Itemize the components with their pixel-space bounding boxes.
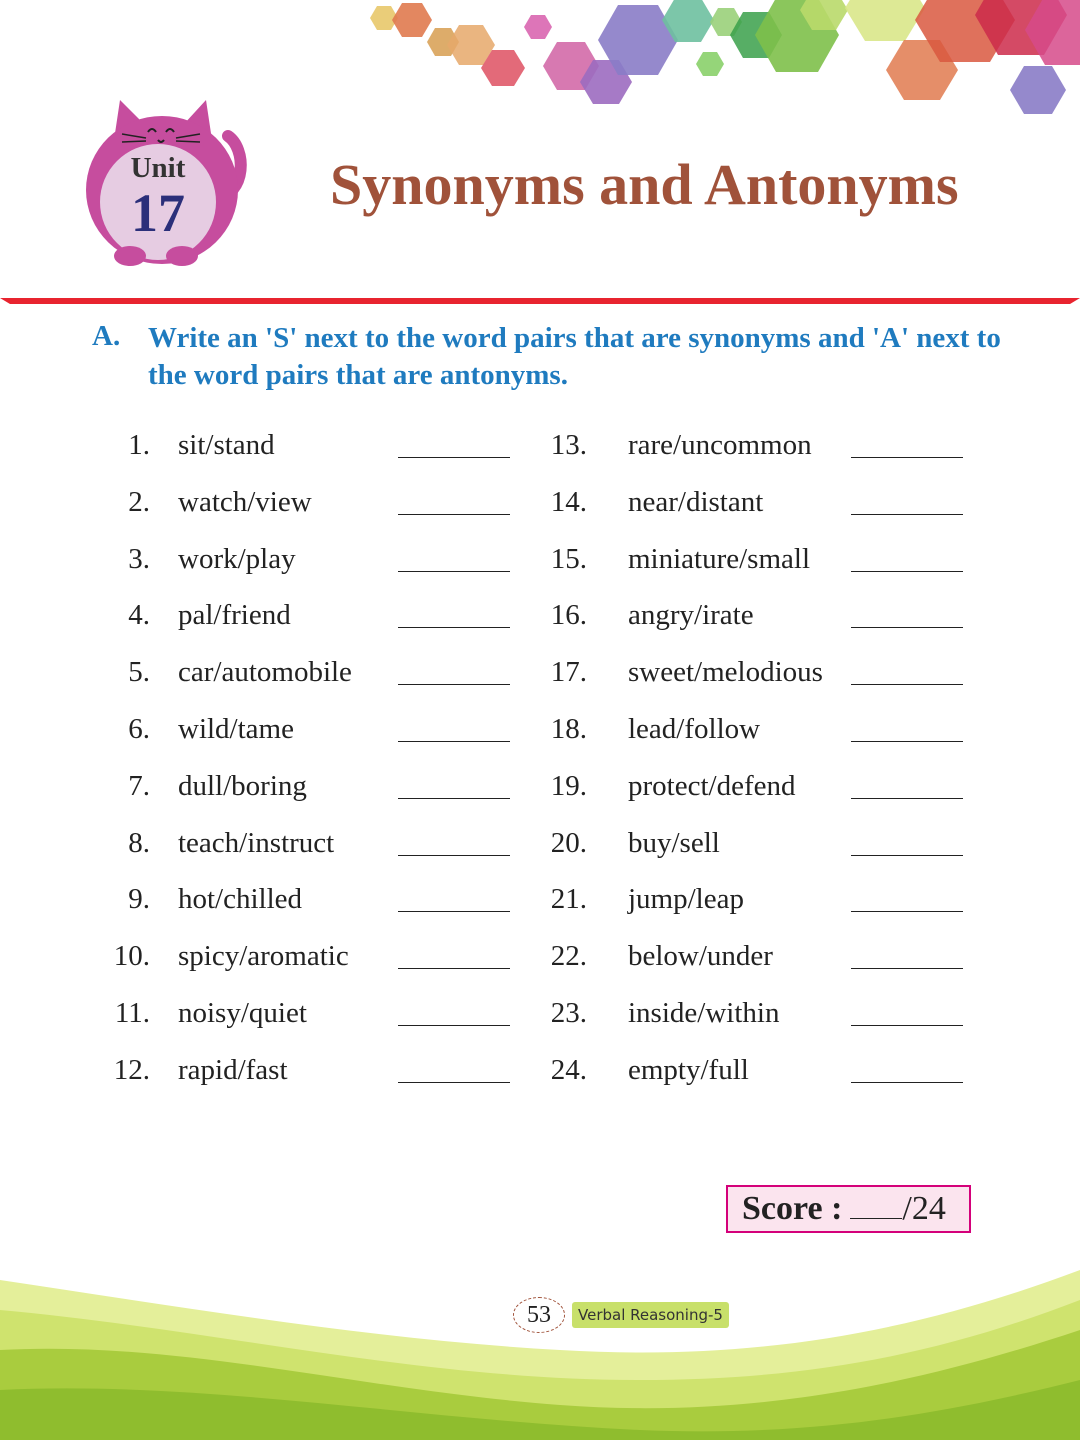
answer-blank[interactable] bbox=[398, 968, 510, 969]
answer-blank[interactable] bbox=[398, 457, 510, 458]
book-title-badge: Verbal Reasoning-5 bbox=[572, 1302, 729, 1328]
word-pair: sit/stand bbox=[178, 429, 275, 461]
item-number: 5. bbox=[128, 656, 150, 689]
hexagon-shape bbox=[392, 3, 432, 37]
section-letter: A. bbox=[92, 320, 121, 352]
item-number: 24. bbox=[550, 1053, 587, 1086]
word-pair: rapid/fast bbox=[178, 1053, 288, 1086]
item-number: 8. bbox=[128, 826, 150, 859]
word-pair: buy/sell bbox=[628, 826, 720, 859]
word-pair-item bbox=[545, 936, 965, 976]
word-pair-item bbox=[110, 709, 510, 749]
answer-blank[interactable] bbox=[398, 855, 510, 856]
answer-blank[interactable] bbox=[398, 627, 510, 628]
item-number: 20. bbox=[550, 826, 587, 859]
item-number: 18. bbox=[550, 713, 587, 745]
score-blank[interactable] bbox=[850, 1188, 902, 1219]
hexagon-shape bbox=[524, 15, 552, 39]
answer-blank[interactable] bbox=[398, 741, 510, 742]
word-pair-item bbox=[110, 823, 510, 863]
page-number: 53 bbox=[513, 1297, 565, 1333]
word-pair-item bbox=[545, 993, 965, 1033]
item-number: 4. bbox=[128, 599, 150, 632]
item-number: 22. bbox=[550, 940, 587, 973]
answer-blank[interactable] bbox=[851, 684, 963, 685]
item-number: 15. bbox=[550, 542, 587, 575]
answer-blank[interactable] bbox=[851, 741, 963, 742]
word-pair-item bbox=[545, 482, 965, 522]
answer-blank[interactable] bbox=[851, 627, 963, 628]
answer-blank[interactable] bbox=[398, 798, 510, 799]
answer-blank[interactable] bbox=[851, 1082, 963, 1083]
item-number: 2. bbox=[128, 485, 150, 518]
answer-blank[interactable] bbox=[851, 1025, 963, 1026]
answer-blank[interactable] bbox=[398, 684, 510, 685]
item-number: 12. bbox=[113, 1053, 150, 1086]
item-number: 13. bbox=[550, 429, 587, 461]
answer-blank[interactable] bbox=[851, 911, 963, 912]
word-pair-item bbox=[545, 766, 965, 806]
word-pair-item bbox=[110, 425, 510, 465]
word-pair: below/under bbox=[628, 940, 773, 973]
word-pair: empty/full bbox=[628, 1053, 749, 1086]
word-pair: lead/follow bbox=[628, 713, 761, 745]
score-label: Score : bbox=[742, 1190, 843, 1227]
word-pair-item bbox=[545, 709, 965, 749]
answer-blank[interactable] bbox=[851, 457, 963, 458]
word-pair: watch/view bbox=[178, 485, 312, 518]
word-pair: teach/instruct bbox=[178, 826, 335, 859]
answer-blank[interactable] bbox=[851, 855, 963, 856]
item-number: 10. bbox=[113, 940, 150, 973]
word-pair: spicy/aromatic bbox=[178, 940, 349, 973]
unit-number: 17 bbox=[131, 183, 185, 243]
word-pair-item bbox=[110, 936, 510, 976]
item-number: 14. bbox=[550, 485, 587, 518]
header-divider bbox=[0, 292, 1080, 308]
item-number: 17. bbox=[550, 656, 587, 689]
word-pair-item bbox=[110, 993, 510, 1033]
word-pair: inside/within bbox=[628, 997, 780, 1029]
footer-wave-decoration bbox=[0, 1270, 1080, 1440]
word-pair-item bbox=[110, 595, 510, 635]
answer-blank[interactable] bbox=[398, 514, 510, 515]
word-pair: jump/leap bbox=[628, 883, 744, 916]
word-pair-item bbox=[110, 652, 510, 692]
word-pair-item bbox=[110, 1050, 510, 1090]
word-pair-item bbox=[110, 879, 510, 919]
answer-blank[interactable] bbox=[851, 968, 963, 969]
answer-blank[interactable] bbox=[851, 514, 963, 515]
item-number: 3. bbox=[128, 542, 150, 575]
item-number: 11. bbox=[114, 997, 150, 1029]
unit-label: Unit bbox=[130, 152, 186, 184]
word-pair-item bbox=[545, 652, 965, 692]
word-pair: rare/uncommon bbox=[628, 429, 812, 461]
section-instruction: Write an 'S' next to the word pairs that are synonyms and 'A' next to the word pairs that are antonyms. bbox=[148, 322, 1001, 391]
word-pair: hot/chilled bbox=[178, 883, 303, 916]
hexagon-shape bbox=[696, 52, 724, 76]
word-pair-item bbox=[110, 539, 510, 579]
item-number: 6. bbox=[128, 713, 150, 745]
item-number: 16. bbox=[550, 599, 587, 632]
word-pair: pal/friend bbox=[178, 599, 291, 632]
word-pair: car/automobile bbox=[178, 656, 352, 689]
word-pair: sweet/melodious bbox=[628, 656, 823, 689]
word-pair: protect/defend bbox=[628, 769, 796, 802]
answer-blank[interactable] bbox=[851, 798, 963, 799]
word-pair-item bbox=[545, 1050, 965, 1090]
page-title: Synonyms and Antonyms bbox=[330, 152, 959, 217]
word-pair: work/play bbox=[178, 542, 296, 575]
answer-blank[interactable] bbox=[398, 911, 510, 912]
score-box bbox=[726, 1185, 971, 1233]
word-pair-item bbox=[545, 425, 965, 465]
word-pair-item bbox=[545, 595, 965, 635]
item-number: 19. bbox=[550, 769, 587, 802]
answer-blank[interactable] bbox=[851, 571, 963, 572]
word-pair-item bbox=[110, 482, 510, 522]
item-number: 7. bbox=[128, 769, 150, 802]
word-pair-item bbox=[110, 766, 510, 806]
hexagon-shape bbox=[1010, 66, 1066, 114]
hexagon-shape bbox=[845, 0, 925, 41]
word-pair: near/distant bbox=[628, 485, 764, 518]
item-number: 1. bbox=[128, 429, 150, 461]
word-pair-item bbox=[545, 539, 965, 579]
score-total: /24 bbox=[902, 1190, 946, 1227]
word-pair: miniature/small bbox=[628, 542, 811, 575]
word-pair-item bbox=[545, 879, 965, 919]
word-pair: dull/boring bbox=[178, 769, 307, 802]
answer-blank[interactable] bbox=[398, 1082, 510, 1083]
item-number: 9. bbox=[128, 883, 150, 916]
word-pair: angry/irate bbox=[628, 599, 754, 632]
word-pair: noisy/quiet bbox=[178, 997, 307, 1029]
answer-blank[interactable] bbox=[398, 571, 510, 572]
item-number: 23. bbox=[550, 997, 587, 1029]
item-number: 21. bbox=[550, 883, 587, 916]
answer-blank[interactable] bbox=[398, 1025, 510, 1026]
word-pair: wild/tame bbox=[178, 713, 294, 745]
word-pair-item bbox=[545, 823, 965, 863]
